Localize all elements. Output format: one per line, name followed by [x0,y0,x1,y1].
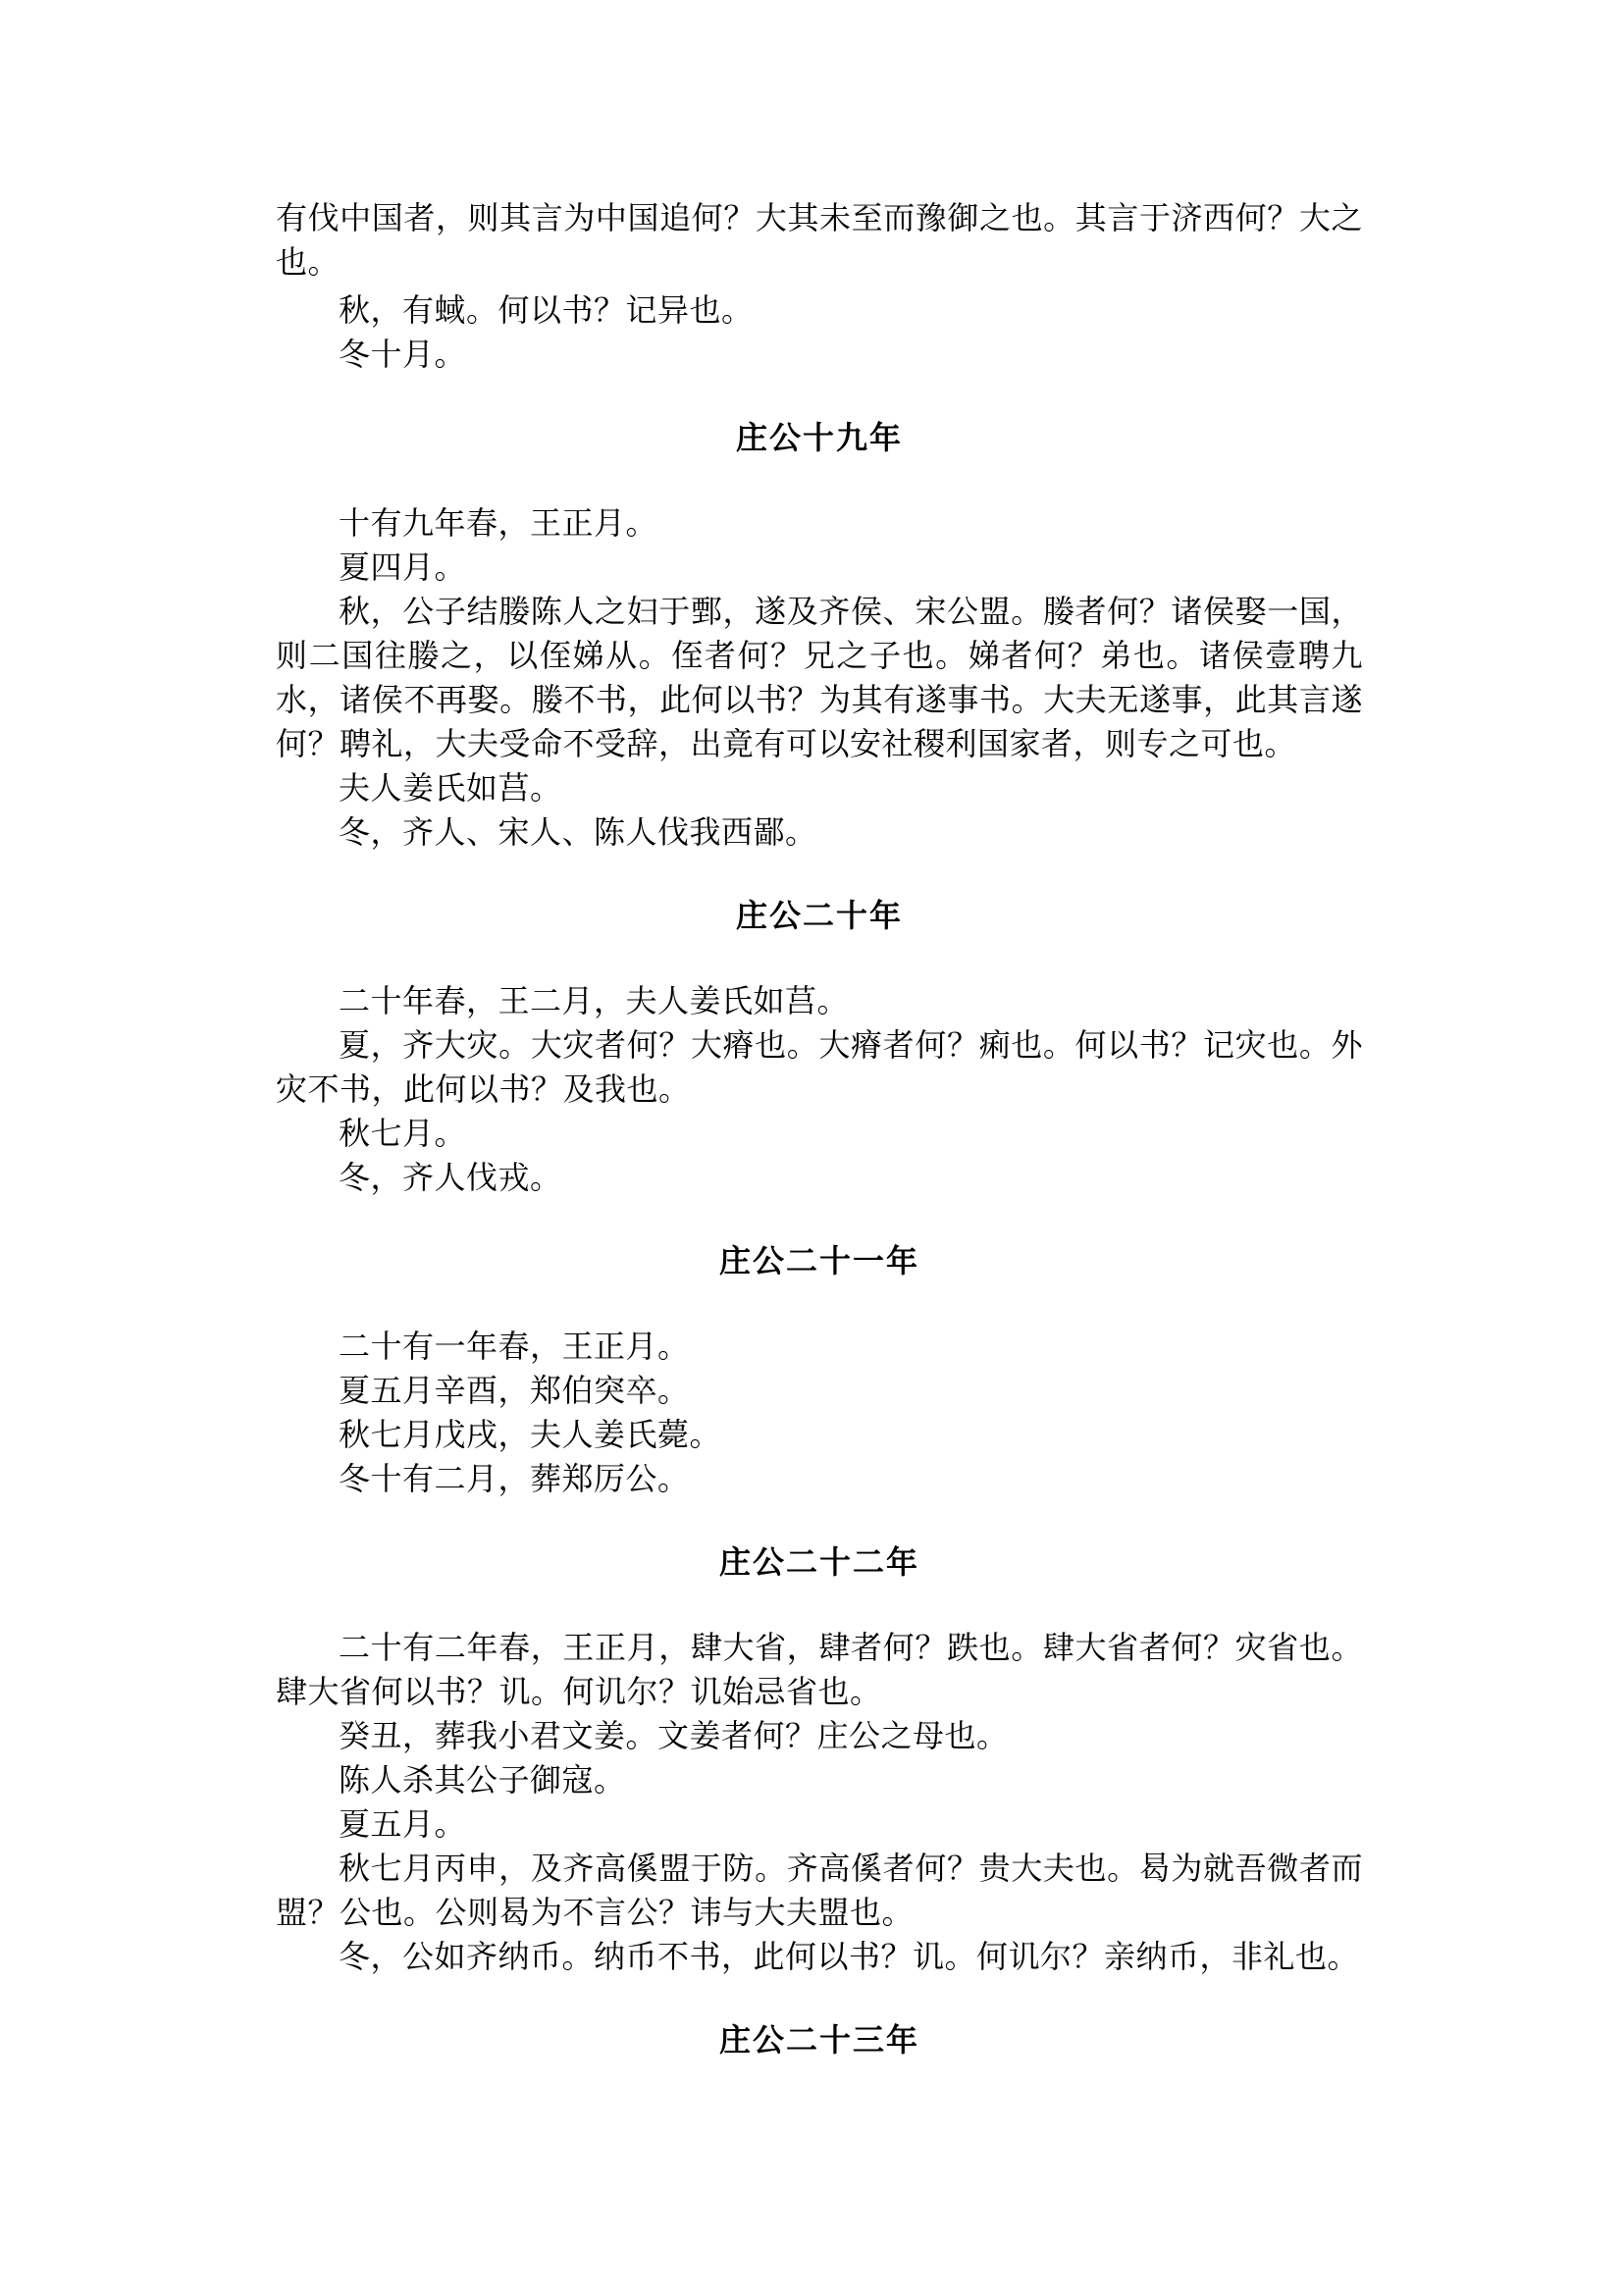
section-title: 庄公十九年 [735,419,903,456]
section-title: 庄公二十一年 [718,1242,919,1279]
paragraph: 癸丑，葬我小君文姜。文姜者何？庄公之母也。 [339,1717,1009,1754]
paragraph: 冬十有二月，葬郑厉公。 [339,1460,690,1497]
paragraph: 有伐中国者，则其言为中国追何？大其未至而豫御之也。其言于济西何？大之也。 [276,199,1363,281]
section-year-20 [276,894,1363,1200]
paragraph: 二十有一年春，王正月。 [339,1328,690,1365]
paragraph: 冬，齐人、宋人、陈人伐我西鄙。 [339,813,817,851]
section-title: 庄公二十二年 [718,1543,919,1581]
paragraph: 二十年春，王二月，夫人姜氏如莒。 [339,982,850,1019]
paragraph: 夏四月。 [339,548,467,586]
document-page [276,196,1363,2104]
paragraph: 秋七月丙申，及齐高傒盟于防。齐高傒者何？贵大夫也。曷为就吾微者而盟？公也。公则曷为不言公？讳与大夫盟也。 [276,1850,1363,1931]
paragraph: 秋七月。 [339,1115,467,1152]
section-year-19 [276,416,1363,855]
paragraph: 二十有二年春，王正月，肆大省，肆者何？跌也。肆大省者何？灾省也。肆大省何以书？讥。何讥尔？讥始忌省也。 [276,1629,1363,1710]
paragraph: 陈人杀其公子御寇。 [339,1761,626,1799]
paragraph: 秋，有蜮。何以书？记异也。 [339,291,754,329]
paragraph: 十有九年春，王正月。 [339,504,658,542]
section-year-21 [276,1239,1363,1501]
paragraph: 秋七月戊戌，夫人姜氏薨。 [339,1416,722,1453]
paragraph: 夏五月辛酉，郑伯突卒。 [339,1372,690,1409]
section-title: 庄公二十三年 [718,2021,919,2059]
paragraph: 夫人姜氏如莒。 [339,769,562,807]
section-year-22 [276,1540,1363,1979]
section-title: 庄公二十年 [735,897,903,934]
paragraph: 冬，齐人伐戎。 [339,1159,562,1196]
paragraph: 冬十月。 [339,336,467,373]
section-year-23 [276,2018,1363,2062]
paragraph: 夏五月。 [339,1805,467,1843]
paragraph: 秋，公子结媵陈人之妇于鄄，遂及齐侯、宋公盟。媵者何？诸侯娶一国，则二国往媵之，以侄娣从。侄者何？兄之子也。娣者何？弟也。诸侯壹聘九水，诸侯不再娶。媵不书，此何以书？为其有遂事书。大夫无遂事，此其言遂何？聘礼，大夫受命不受辞，出竟有可以安社稷利国家者，则专之可也。 [276,593,1363,762]
paragraph: 冬，公如齐纳币。纳币不书，此何以书？讥。何讥尔？亲纳币，非礼也。 [339,1938,1360,1975]
paragraph: 夏，齐大灾。大灾者何？大瘠也。大瘠者何？痢也。何以书？记灾也。外灾不书，此何以书？及我也。 [276,1026,1363,1108]
